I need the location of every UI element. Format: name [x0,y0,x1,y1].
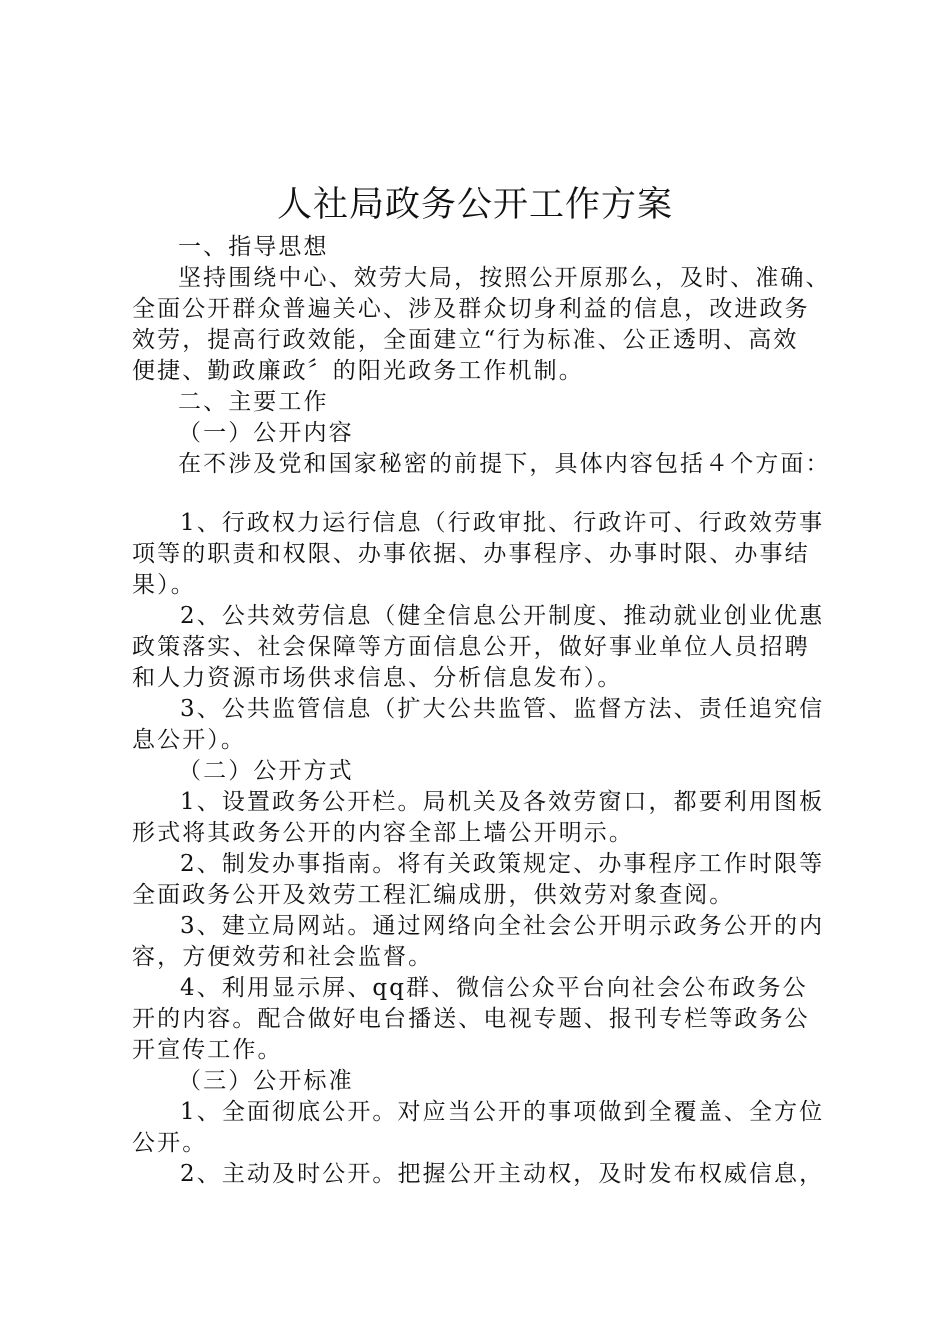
document-title: 人社局政务公开工作方案 [276,185,673,225]
list-item-line: 2、公共效劳信息（健全信息公开制度、推动就业创业优惠 [180,603,825,629]
subsection-heading: （二）公开方式 [178,758,354,784]
list-item-line: 3、建立局网站。通过网络向全社会公开明示政务公开的内 [180,913,825,939]
section-heading: 二、主要工作 [178,389,329,415]
list-item-line: 2、主动及时公开。把握公开主动权，及时发布权威信息， [180,1161,825,1187]
list-item-line: 容，方便效劳和社会监督。 [132,944,434,970]
list-item-line: 息公开）。 [132,727,246,753]
list-item-line: 形式将其政务公开的内容全部上墙公开明示。 [132,820,634,846]
list-item-line: 果）。 [132,572,196,598]
list-item-line: 4、利用显示屏、qq群、微信公众平台向社会公布政务公 [180,975,808,1001]
list-item-line: 1、全面彻底公开。对应当公开的事项做到全覆盖、全方位 [180,1099,825,1125]
paragraph-line: 效劳，提高行政效能，全面建立“行为标准、公正透明、高效 [132,327,799,353]
paragraph-line: 坚持围绕中心、效劳大局，按照公开原那么，及时、准确、 [178,265,831,291]
list-item-line: 2、制发办事指南。将有关政策规定、办事程序工作时限等 [180,851,825,877]
subsection-heading: （三）公开标准 [178,1068,354,1094]
list-item-line: 开的内容。配合做好电台播送、电视专题、报刊专栏等政务公 [132,1006,810,1032]
list-item-line: 公开。 [132,1130,208,1156]
subsection-heading: （一）公开内容 [178,420,354,446]
paragraph-gap [132,480,832,508]
list-item-line: 1、行政权力运行信息（行政审批、行政许可、行政效劳事 [180,510,825,536]
list-item-line: 3、公共监管信息（扩大公共监管、监督方法、责任追究信 [180,696,825,722]
list-item-line: 和人力资源市场供求信息、分析信息发布）。 [132,665,623,691]
list-item-line: 全面政务公开及效劳工程汇编成册，供效劳对象查阅。 [132,882,735,908]
list-item-line: 政策落实、社会保障等方面信息公开，做好事业单位人员招聘 [132,634,810,660]
paragraph-line: 全面公开群众普遍关心、涉及群众切身利益的信息，改进政务 [132,296,810,322]
paragraph-line: 在不涉及党和国家秘密的前提下，具体内容包括４个方面： [178,451,831,477]
document-body [132,232,832,1190]
list-item-line: 开宣传工作。 [132,1037,283,1063]
list-item-line: 项等的职责和权限、办事依据、办事程序、办事时限、办事结 [132,541,810,567]
paragraph-line: 便捷、勤政廉政〞的阳光政务工作机制。 [132,358,584,384]
list-item-line: 1、设置政务公开栏。局机关及各效劳窗口，都要利用图板 [180,789,825,815]
section-heading: 一、指导思想 [178,234,329,260]
